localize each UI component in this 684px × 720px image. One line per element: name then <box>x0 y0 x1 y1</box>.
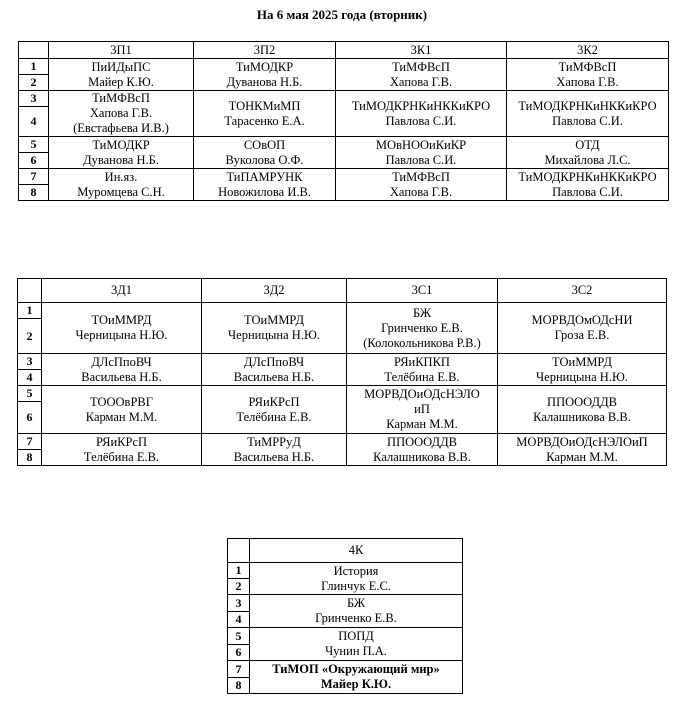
lesson-cell <box>49 59 194 91</box>
lesson-cell <box>336 59 507 91</box>
lesson-number: 7 <box>18 434 42 450</box>
lesson-cell <box>250 595 463 628</box>
lesson-number: 5 <box>18 386 42 402</box>
subject: ТОиММРД <box>244 313 304 327</box>
lesson-number: 3 <box>19 91 49 107</box>
teacher: Павлова С.И. <box>385 152 457 167</box>
lesson-number: 7 <box>228 661 250 678</box>
lesson-number: 6 <box>18 402 42 434</box>
subject: ТОНКМиМП <box>228 98 301 113</box>
subject: ОТД <box>575 137 600 152</box>
subject: ТиМФВсП <box>392 59 450 74</box>
schedule-table-3p-3k <box>18 41 669 201</box>
teacher: Вуколова О.Ф. <box>225 152 304 167</box>
teacher: Карман М.М. <box>85 409 158 424</box>
lesson-number: 6 <box>228 645 250 661</box>
lesson-number: 8 <box>228 678 250 694</box>
subject: ТОиММРД <box>552 354 612 369</box>
corner-cell <box>19 42 49 59</box>
lesson-cell <box>202 354 347 386</box>
teacher: Карман М.М. <box>386 417 458 431</box>
lesson-cell <box>194 169 336 201</box>
group-header: 3К1 <box>336 42 507 59</box>
lesson-number: 3 <box>228 595 250 612</box>
subject: История <box>333 563 379 578</box>
subject: ТиМОДКРНКиНККиКРО <box>351 98 491 113</box>
lesson-cell <box>202 303 347 354</box>
teacher: Хапова Г.В. <box>89 106 153 120</box>
lesson-number: 7 <box>19 169 49 185</box>
subject: ТОиММРД <box>91 313 152 327</box>
teacher: Черницына Н.Ю. <box>228 328 320 342</box>
subject: ТиМФВсП <box>92 91 150 105</box>
lesson-cell <box>507 59 669 91</box>
teacher: Гроза Е.В. <box>554 328 610 342</box>
teacher: Майер К.Ю. <box>320 677 392 691</box>
teacher: Калашникова В.В. <box>533 409 631 424</box>
lesson-number: 1 <box>18 303 42 319</box>
teacher: Павлова С.И. <box>552 113 623 128</box>
group-header: 3Д2 <box>202 279 347 303</box>
lesson-cell <box>347 386 498 434</box>
teacher-note: (Евстафьева И.В.) <box>73 121 169 135</box>
lesson-number: 2 <box>228 579 250 595</box>
subject: ТиМОП «Окружающий мир» <box>272 662 440 676</box>
subject: ТиМФВсП <box>558 59 617 74</box>
lesson-number: 5 <box>19 137 49 153</box>
subject: РЯиКРсП <box>95 434 148 449</box>
lesson-number: 1 <box>19 59 49 75</box>
lesson-cell <box>42 386 202 434</box>
lesson-cell <box>250 628 463 661</box>
lesson-cell <box>507 169 669 201</box>
lesson-cell <box>507 91 669 137</box>
subject: ППОООДДВ <box>547 394 617 409</box>
subject: РЯиКРсП <box>248 394 300 409</box>
subject: СОвОП <box>243 137 286 152</box>
corner-cell <box>228 539 250 563</box>
lesson-cell <box>49 91 194 137</box>
teacher-note: (Колокольникова Р.В.) <box>363 335 481 350</box>
lesson-number: 4 <box>19 107 49 137</box>
lesson-number: 4 <box>18 370 42 386</box>
teacher: Гринченко Е.В. <box>381 320 463 335</box>
subject: БЖ <box>412 305 432 320</box>
lesson-number: 4 <box>228 612 250 628</box>
lesson-cell <box>42 303 202 354</box>
group-header: 3С1 <box>347 279 498 303</box>
lesson-number: 8 <box>19 185 49 201</box>
subject: ТиМОДКРНКиНККиКРО <box>518 169 657 184</box>
teacher: Телёбина Е.В. <box>83 449 160 464</box>
lesson-number: 6 <box>19 153 49 169</box>
lesson-number: 5 <box>228 628 250 645</box>
lesson-cell <box>194 137 336 169</box>
subject: БЖ <box>346 596 366 610</box>
teacher: Тарасенко Е.А. <box>224 113 305 128</box>
lesson-cell <box>42 434 202 466</box>
subject: ТиПАМРУНК <box>226 169 303 184</box>
subject: ПиИДыПС <box>91 59 151 74</box>
lesson-cell <box>498 386 667 434</box>
subject: ДЛсПпоВЧ <box>243 354 305 369</box>
lesson-cell <box>194 59 336 91</box>
lesson-number: 2 <box>19 75 49 91</box>
lesson-cell <box>202 386 347 434</box>
subject: МОРВДОиОДсНЭЛОиП <box>516 434 648 449</box>
lesson-cell <box>250 563 463 595</box>
teacher: Васильева Н.Б. <box>81 369 162 384</box>
group-header: 3Д1 <box>42 279 202 303</box>
subject-cont: иП <box>414 402 430 416</box>
lesson-cell <box>347 434 498 466</box>
subject: ТиМОДКРНКиНККиКРО <box>518 98 657 113</box>
subject: ТиМОДКР <box>92 137 150 152</box>
teacher: Новожилова И.В. <box>218 184 311 199</box>
teacher: Телёбина Е.В. <box>236 409 312 424</box>
lesson-number: 8 <box>18 450 42 466</box>
lesson-cell <box>49 169 194 201</box>
subject: Ин.яз. <box>104 169 138 184</box>
lesson-cell <box>250 661 463 694</box>
lesson-number: 3 <box>18 354 42 370</box>
teacher: Черницына Н.Ю. <box>75 328 168 342</box>
lesson-cell <box>49 137 194 169</box>
schedule-table-3d-3s <box>17 278 667 466</box>
group-header: 4К <box>250 539 463 563</box>
subject: ППОООДДВ <box>387 434 457 449</box>
teacher: Дуванова Н.Б. <box>83 152 159 167</box>
schedule-table-4k <box>227 538 463 694</box>
teacher: Павлова С.И. <box>552 184 623 199</box>
teacher: Михайлова Л.С. <box>544 152 631 167</box>
lesson-cell <box>507 137 669 169</box>
teacher: Хапова Г.В. <box>556 74 619 89</box>
subject: ТОООвРВГ <box>90 394 153 409</box>
lesson-cell <box>336 91 507 137</box>
subject: ТиМФВсП <box>392 169 450 184</box>
lesson-number: 1 <box>228 563 250 579</box>
teacher: Карман М.М. <box>546 449 618 464</box>
teacher: Васильева Н.Б. <box>233 369 315 384</box>
teacher: Телёбина Е.В. <box>384 369 460 384</box>
subject: ТиМРРуД <box>247 434 301 449</box>
corner-cell <box>18 279 42 303</box>
subject: МОРВДОмОДсНИ <box>531 313 633 327</box>
subject: РЯиКПКП <box>394 354 450 369</box>
teacher: Черницына Н.Ю. <box>536 369 628 384</box>
lesson-cell <box>194 91 336 137</box>
subject: ДЛсПпоВЧ <box>91 354 152 369</box>
teacher: Майер К.Ю. <box>88 74 154 89</box>
subject: МОвНООиКиКР <box>375 137 467 152</box>
subject: ПОПД <box>338 629 374 643</box>
teacher: Хапова Г.В. <box>389 74 453 89</box>
subject: ТиМОДКР <box>235 59 294 74</box>
lesson-cell <box>347 354 498 386</box>
teacher: Дуванова Н.Б. <box>226 74 303 89</box>
teacher: Хапова Г.В. <box>389 184 453 199</box>
teacher: Васильева Н.Б. <box>233 449 315 464</box>
teacher: Павлова С.И. <box>385 113 457 128</box>
lesson-number: 2 <box>18 319 42 354</box>
teacher: Калашникова В.В. <box>373 449 471 464</box>
group-header: 3П2 <box>194 42 336 59</box>
lesson-cell <box>202 434 347 466</box>
group-header: 3К2 <box>507 42 669 59</box>
subject: МОРВДОиОДсНЭЛО <box>364 387 480 401</box>
group-header: 3П1 <box>49 42 194 59</box>
lesson-cell <box>336 137 507 169</box>
teacher: Муромцева С.Н. <box>77 184 165 199</box>
teacher: Глинчук Е.С. <box>321 578 391 593</box>
teacher: Чунин П.А. <box>325 644 387 658</box>
lesson-cell <box>498 434 667 466</box>
lesson-cell <box>347 303 498 354</box>
teacher: Гринченко Е.В. <box>315 611 397 625</box>
lesson-cell <box>336 169 507 201</box>
lesson-cell <box>498 354 667 386</box>
group-header: 3С2 <box>498 279 667 303</box>
lesson-cell <box>42 354 202 386</box>
lesson-cell <box>498 303 667 354</box>
page-title: На 6 мая 2025 года (вторник) <box>256 7 428 22</box>
